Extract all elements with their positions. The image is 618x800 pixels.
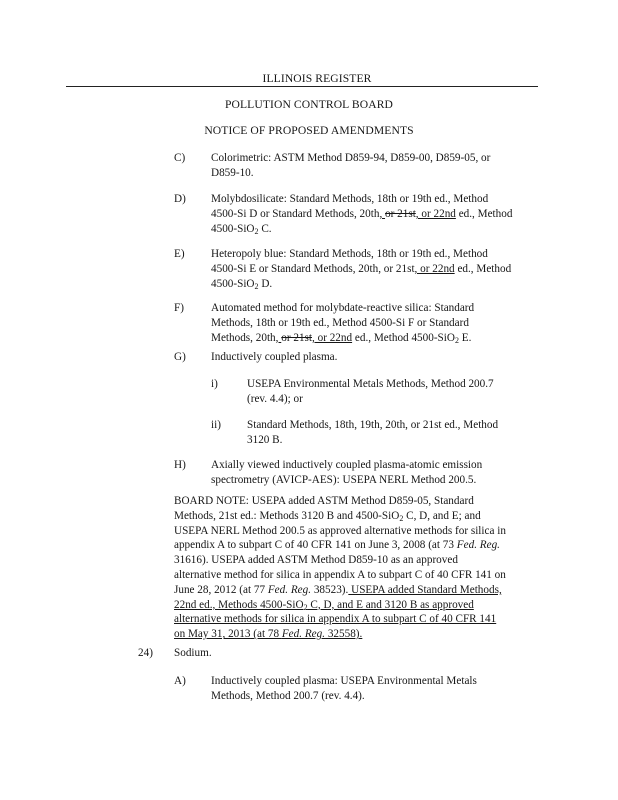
- board-note-line8-b: C, D, and E and 3120 B as approved: [307, 598, 474, 611]
- item-d-line3-sub: 2: [254, 226, 259, 236]
- item-g-i-line2: (rev. 4.4); or: [247, 392, 303, 405]
- item-e-text: [211, 247, 511, 291]
- board-note-line3: USEPA NERL Method 200.5 as approved alternative methods for silica in: [174, 524, 506, 537]
- board-note-line4-italic: Fed. Reg.: [456, 539, 500, 552]
- board-note-line7-b: 38523).: [311, 583, 349, 596]
- board-note-line2-b: C, D, and E; and: [403, 509, 481, 522]
- board-note-line8-a: 22nd ed., Methods 4500-SiO: [174, 598, 304, 611]
- item-h-label: H): [174, 459, 186, 471]
- notice-title: NOTICE OF PROPOSED AMENDMENTS: [204, 124, 414, 137]
- section-24-number: 24): [138, 647, 153, 659]
- item-c-text: [211, 151, 490, 181]
- board-note: [174, 494, 506, 642]
- item-e-label: E): [174, 248, 185, 260]
- board-note-line8: [174, 598, 506, 613]
- board-note-line4: [174, 538, 506, 553]
- item-g-ii-label: ii): [211, 419, 221, 431]
- board-note-line7-italic: Fed. Reg.: [267, 583, 312, 596]
- board-title: POLLUTION CONTROL BOARD: [224, 98, 394, 111]
- sodium-a-label: A): [174, 675, 186, 687]
- item-e-line2-b: , or 21st: [378, 262, 415, 275]
- item-d-line2-struck: or 21st: [385, 207, 416, 220]
- item-f-line3-inserted-comma: ,: [275, 331, 282, 344]
- item-f-line3-a: Methods, 20th: [211, 331, 276, 344]
- item-e-line2: [211, 262, 511, 277]
- board-note-line7-a: June 28, 2012 (at 77: [174, 583, 268, 596]
- board-note-line9: alternative methods for silica in appendix A to subpart C of 40 CFR 141: [174, 613, 497, 626]
- board-note-line10-italic: Fed. Reg.: [281, 628, 326, 641]
- item-f-line3-f: E.: [458, 331, 472, 344]
- item-c-line2: D859-10.: [211, 166, 254, 179]
- board-note-line1: BOARD NOTE: USEPA added ASTM Method D859-05, Standard: [174, 495, 474, 507]
- item-d-line1: Molybdosilicate: Standard Methods, 18th or 19th ed., Method: [211, 193, 489, 205]
- board-note-line2: [174, 509, 506, 524]
- item-d-line2: [211, 207, 512, 222]
- header-rule: [66, 86, 538, 87]
- board-note-line5: 31616). USEPA added ASTM Method D859-10 as an approved: [174, 554, 458, 567]
- sodium-a-text: [211, 674, 477, 704]
- item-g-i-label: i): [211, 378, 218, 390]
- item-d-line2-inserted-comma: ,: [379, 207, 386, 220]
- board-note-line10-c: 32558).: [325, 628, 363, 641]
- item-c-label: C): [174, 152, 186, 164]
- item-h-text: [211, 458, 482, 488]
- item-f-text: [211, 301, 474, 345]
- register-title: ILLINOIS REGISTER: [262, 72, 372, 85]
- board-note-line4-a: appendix A to subpart C of 40 CFR 141 on June 3, 2008 (at 73: [174, 539, 457, 552]
- board-note-line8-sub: 2: [303, 602, 308, 612]
- item-g-ii-text: [247, 418, 498, 448]
- board-note-line10: [174, 627, 506, 642]
- item-d-text: [211, 192, 512, 236]
- item-d-line2-inserted: , or 22nd: [415, 207, 456, 220]
- item-h-line2: spectrometry (AVICP-AES): USEPA NERL Method 200.5.: [211, 473, 477, 486]
- item-f-line3-e: ed., Method 4500-SiO: [352, 331, 455, 344]
- item-e-line3-a: 4500-SiO: [211, 277, 255, 290]
- item-f-line3-struck: or 21st: [281, 331, 312, 344]
- board-note-line7-inserted: USEPA added Standard Methods,: [348, 583, 502, 596]
- item-d-line2-a: 4500-Si D or Standard Methods, 20th: [211, 207, 380, 220]
- item-g-ii-line2: 3120 B.: [247, 433, 283, 446]
- item-d-line3-b: C.: [258, 222, 272, 235]
- item-e-line3-sub: 2: [254, 281, 259, 291]
- item-f-line3: [211, 331, 474, 346]
- board-note-line2-a: Methods, 21st ed.: Methods 3120 B and 4500-SiO: [174, 509, 400, 522]
- item-g-i-line1: USEPA Environmental Metals Methods, Method 200.7: [247, 378, 494, 390]
- board-note-line7: [174, 583, 506, 598]
- board-note-line2-sub: 2: [399, 513, 404, 523]
- item-c-line1: Colorimetric: ASTM Method D859-94, D859-00, D859-05, or: [211, 152, 491, 164]
- item-e-line2-a: 4500-Si E or Standard Methods, 20th: [211, 262, 379, 275]
- sodium-a-line2: Methods, Method 200.7 (rev. 4.4).: [211, 689, 365, 702]
- item-d-line3: [211, 222, 512, 237]
- board-note-line10-a: on May 31, 2013: [174, 628, 251, 641]
- item-f-line3-sub: 2: [454, 335, 459, 345]
- item-e-line3-b: D.: [258, 277, 273, 290]
- item-g-label: G): [174, 351, 186, 363]
- section-24-title: Sodium.: [174, 647, 212, 659]
- item-e-line3: [211, 277, 511, 292]
- item-g-ii-line1: Standard Methods, 18th, 19th, 20th, or 21st ed., Method: [247, 419, 499, 431]
- item-f-line1: Automated method for molybdate-reactive silica: Standard: [211, 302, 475, 314]
- item-h-line1: Axially viewed inductively coupled plasma-atomic emission: [211, 459, 483, 471]
- item-e-line2-d: ed., Method: [454, 262, 512, 275]
- item-g-text: Inductively coupled plasma.: [211, 351, 338, 363]
- item-e-line2-inserted: , or 22nd: [414, 262, 455, 275]
- item-e-line1: Heteropoly blue: Standard Methods, 18th or 19th ed., Method: [211, 248, 488, 260]
- item-d-line3-a: 4500-SiO: [211, 222, 255, 235]
- item-d-label: D): [174, 193, 186, 205]
- board-note-line10-b: (at 78: [250, 628, 282, 641]
- item-d-line2-e: ed., Method: [455, 207, 513, 220]
- item-g-i-text: [247, 377, 494, 407]
- sodium-a-line1: Inductively coupled plasma: USEPA Environmental Metals: [211, 675, 477, 687]
- item-f-line2: Methods, 18th or 19th ed., Method 4500-Si F or Standard: [211, 316, 469, 329]
- item-f-line3-inserted: , or 22nd: [312, 331, 353, 344]
- item-f-label: F): [174, 302, 184, 314]
- board-note-line6: alternative method for silica in appendix A to subpart C of 40 CFR 141 on: [174, 568, 506, 581]
